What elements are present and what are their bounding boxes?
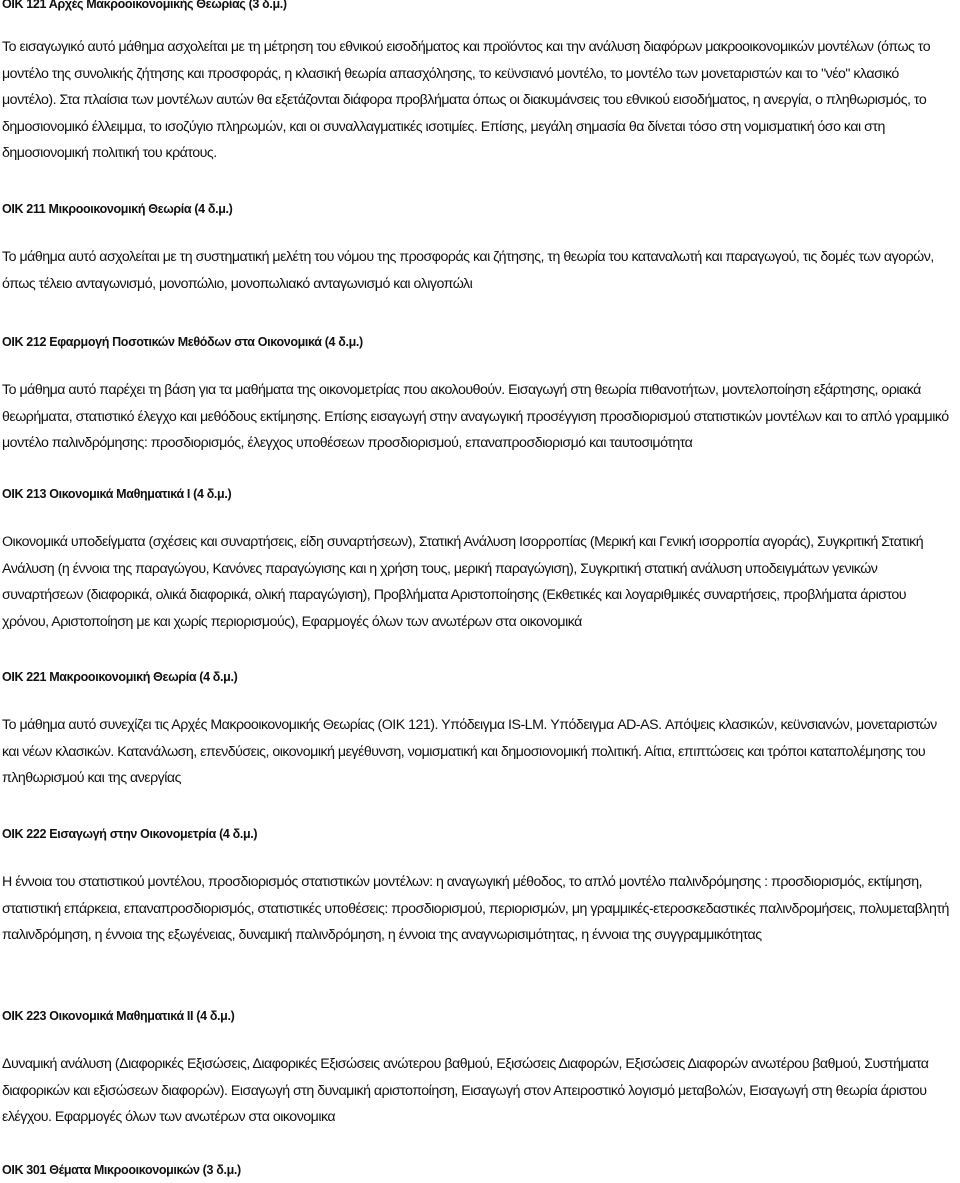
course-description: Το εισαγωγικό αυτό μάθημα ασχολείται με τη μέτρηση του εθνικού εισοδήματος και προϊόντος και την ανάλυση διαφόρων μακροοικονομικών μοντέλων (όπως το μοντέλο της συνολικής ζήτησης και προσφοράς, η κλασική θεωρία απασχόλησης, το κεϋνσιανό μοντέλο, το μοντέλο των μονεταριστών και το "νέο" κλασικό μοντέλο). Στα πλαίσια των μοντέλων αυτών θα εξετάζονται διάφορα προβλήματα όπως οι διακυμάνσεις του εθνικού εισοδήματος, η ανεργία, ο πληθωρισμός, το δημοσιονομικό έλλειμμα, το ισοζύγιο πληρωμών, και οι συναλλαγματικές ισοτιμίες. Επίσης, μεγάλη σημασία θα δίνεται τόσο στη νομισματική όσο και στη δημοσιονομική πολιτική του κράτους. <box>2 39 931 161</box>
course-block-oik212 <box>2 334 949 451</box>
course-block-oik301 <box>2 1162 241 1178</box>
course-title: ΟΙΚ 301 Θέματα Μικροοικονομικών (3 δ.μ.) <box>2 1163 241 1177</box>
course-block-oik223 <box>2 1008 929 1125</box>
course-description: Οικονομικά υποδείγματα (σχέσεις και συναρτήσεις, είδη συναρτήσεων), Στατική Ανάλυση Ισορροπίας (Μερική και Γενική ισορροπία αγοράς), Συγκριτική Στατική Ανάλυση (η έννοια της παραγώγου, Κανόνες παραγώγισης και η χρήση τους, μερική παραγώγιση), Συγκριτική στατική ανάλυση υποδειγμάτων γενικών συναρτήσεων (διαφορικά, ολικά διαφορικά, ολική παραγώγιση), Προβλήματα Αριστοποίησης (Εκθετικές και λογαριθμικές συναρτήσεις, προβλήματα άριστου χρόνου, Αριστοποίηση με και χωρίς περιορισμούς), Εφαρμογές όλων των ανωτέρων στα οικονομικά <box>2 534 924 630</box>
course-title: ΟΙΚ 211 Μικροοικονομική Θεωρία (4 δ.μ.) <box>2 202 233 216</box>
course-description: Δυναμική ανάλυση (Διαφορικές Εξισώσεις, Διαφορικές Εξισώσεις ανώτερου βαθμού, Εξισώσεις Διαφορών, Εξισώσεις Διαφορών ανωτέρου βαθμού, Συστήματα διαφορικών και εξισώσεων διαφορών). Εισαγωγή στη δυναμική αριστοποίηση, Εισαγωγή στον Απειροστικό λογισμό μεταβολών, Εισαγωγή στη θεωρία άριστου ελέγχου. Εφαρμογές όλων των ανωτέρων στα οικονομικα <box>2 1056 929 1125</box>
course-title: ΟΙΚ 213 Οικονομικά Μαθηματικά Ι (4 δ.μ.) <box>2 487 232 501</box>
course-description: Η έννοια του στατιστικού μοντέλου, προσδιορισμός στατιστικών μοντέλων: η αναγωγική μέθοδος, το απλό μοντέλο παλινδρόμησης : προσδιορισμός, εκτίμηση, στατιστική επάρκεια, επαναπροσδιορισμός, στατιστικές υποθέσεις: προσδιορισμού, περιορισμών, μη γραμμικές-ετεροσκεδαστικές παλινδρομήσεις, πολυμεταβλητή παλινδρόμηση, η έννοια της εξωγένειας, δυναμική παλινδρόμηση, η έννοια της αναγνωρισιμότητας, η έννοια της συγγραμμικότητας <box>2 874 949 943</box>
course-block-oik221 <box>2 669 937 786</box>
course-title: ΟΙΚ 223 Οικονομικά Μαθηματικά ΙΙ (4 δ.μ.) <box>2 1009 235 1023</box>
course-title: ΟΙΚ 222 Εισαγωγή στην Οικονομετρία (4 δ.μ.) <box>2 827 258 841</box>
course-title: ΟΙΚ 121 Αρχές Μακροοικονομικής Θεωρίας (3 δ.μ.) <box>2 0 287 11</box>
course-block-oik121 <box>2 0 931 161</box>
course-title: ΟΙΚ 221 Μακροοικονομική Θεωρία (4 δ.μ.) <box>2 670 238 684</box>
course-block-oik222 <box>2 826 949 943</box>
course-block-oik213 <box>2 486 924 630</box>
course-description: Το μάθημα αυτό παρέχει τη βάση για τα μαθήματα της οικονομετρίας που ακολουθούν. Εισαγωγή στη θεωρία πιθανοτήτων, μοντελοποίηση εξάρτησης, οριακά θεωρήματα, στατιστικό έλεγχο και μεθόδους εκτίμησης. Επίσης εισαγωγή στην αναγωγική προσέγγιση προσδιορισμού στατιστικών μοντέλων και το απλό γραμμικό μοντέλο παλινδρόμησης: προσδιορισμός, έλεγχος υποθέσεων προσδιορισμού, επαναπροσδιορισμό και ταυτοσιμότητα <box>2 382 949 451</box>
course-description: Το μάθημα αυτό ασχολείται με τη συστηματική μελέτη του νόμου της προσφοράς και ζήτησης, τη θεωρία του καταναλωτή και παραγωγού, τις δομές των αγορών, όπως τέλειο ανταγωνισμό, μονοπώλιο, μονοπωλιακό ανταγωνισμό και ολιγοπώλι <box>2 249 934 292</box>
course-block-oik211 <box>2 201 934 292</box>
course-title: ΟΙΚ 212 Εφαρμογή Ποσοτικών Μεθόδων στα Οικονομικά (4 δ.μ.) <box>2 335 363 349</box>
course-description: Το μάθημα αυτό συνεχίζει τις Αρχές Μακροοικονομικής Θεωρίας (ΟΙΚ 121). Υπόδειγμα IS-LM. Υπόδειγμα AD-AS. Απόψεις κλασικών, κεϋνσιανών, μονεταριστών και νέων κλασικών. Κατανάλωση, επενδύσεις, οικονομική μεγέθυνση, νομισματική και δημοσιονομική πολιτική. Αίτια, επιπτώσεις και τρόποι καταπολέμησης του πληθωρισμού και της ανεργίας <box>2 717 937 786</box>
